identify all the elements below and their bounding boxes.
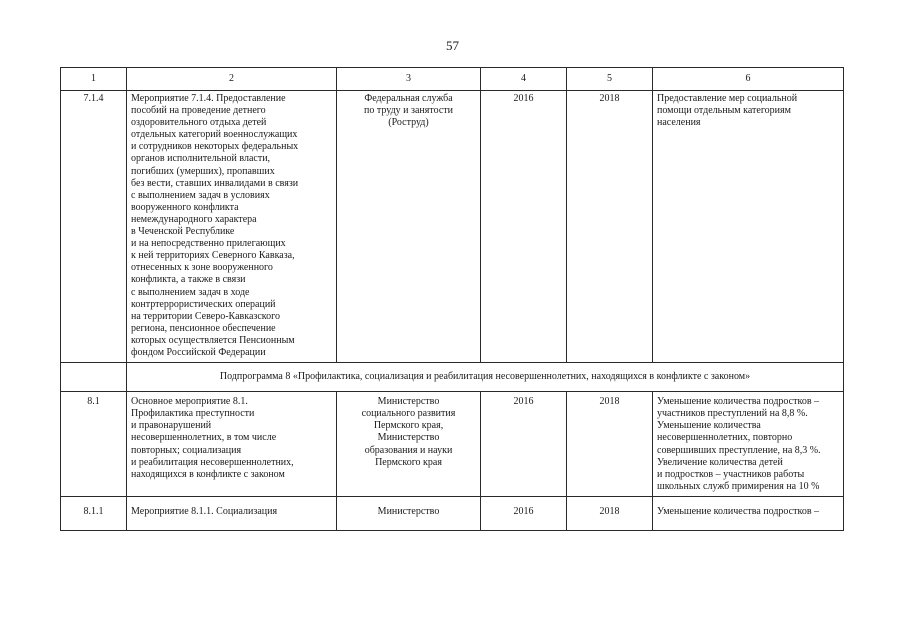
executor: Федеральная служба по труду и занятости (Роструд) — [337, 91, 481, 363]
row-number: 8.1.1 — [61, 496, 127, 530]
table-row — [61, 392, 844, 497]
measure-name: Основное мероприятие 8.1. Профилактика преступности и правонарушений несовершеннолетних, в том числе повторных; социализация и реабилитация несовершеннолетних, находящихся в конфликте с законом — [127, 392, 337, 497]
row-number: 8.1 — [61, 392, 127, 497]
column-header-3: 3 — [337, 68, 481, 91]
subprogram-row — [61, 363, 844, 392]
end-year: 2018 — [567, 91, 653, 363]
column-header-4: 4 — [481, 68, 567, 91]
page-number: 57 — [446, 38, 459, 53]
row-number: 7.1.4 — [61, 91, 127, 363]
expected-result: Уменьшение количества подростков – участников преступлений на 8,8 %. Уменьшение количества несовершеннолетних, повторно совершивших преступление, на 8,3 %. Увеличение количества детей и подростков – участников работы школьных служб примирения на 10 % — [653, 392, 844, 497]
column-header-5: 5 — [567, 68, 653, 91]
table-header-row — [61, 68, 844, 91]
start-year: 2016 — [481, 496, 567, 530]
end-year: 2018 — [567, 496, 653, 530]
start-year: 2016 — [481, 91, 567, 363]
column-header-2: 2 — [127, 68, 337, 91]
expected-result: Уменьшение количества подростков – — [653, 496, 844, 530]
measure-name: Мероприятие 8.1.1. Социализация — [127, 496, 337, 530]
subprogram-title: Подпрограмма 8 «Профилактика, социализация и реабилитация несовершеннолетних, находящихся в конфликте с законом» — [127, 363, 844, 392]
start-year: 2016 — [481, 392, 567, 497]
measures-table — [60, 67, 844, 531]
column-header-6: 6 — [653, 68, 844, 91]
executor: Министерство — [337, 496, 481, 530]
table-row — [61, 91, 844, 363]
subprogram-empty-cell — [61, 363, 127, 392]
end-year: 2018 — [567, 392, 653, 497]
expected-result: Предоставление мер социальной помощи отдельным категориям населения — [653, 91, 844, 363]
measure-name: Мероприятие 7.1.4. Предоставление пособий на проведение детнего оздоровительного отдыха детей отдельных категорий военнослужащих и сотрудников некоторых федеральных органов исполнительной власти, погибших (умерших), пропавших без вести, ставших инвалидами в связи с выполнением задач в условиях вооруженного конфликта немеждународного характера в Чеченской Республике и на непосредственно прилегающих к ней территориях Северного Кавказа, отнесенных к зоне вооруженного конфликта, а также в связи с выполнением задач в ходе контртеррористических операций на территории Северо-Кавказского региона, пенсионное обеспечение которых осуществляется Пенсионным фондом Российской Федерации — [127, 91, 337, 363]
table-row — [61, 496, 844, 530]
executor: Министерство социального развития Пермского края, Министерство образования и науки Пермского края — [337, 392, 481, 497]
column-header-1: 1 — [61, 68, 127, 91]
